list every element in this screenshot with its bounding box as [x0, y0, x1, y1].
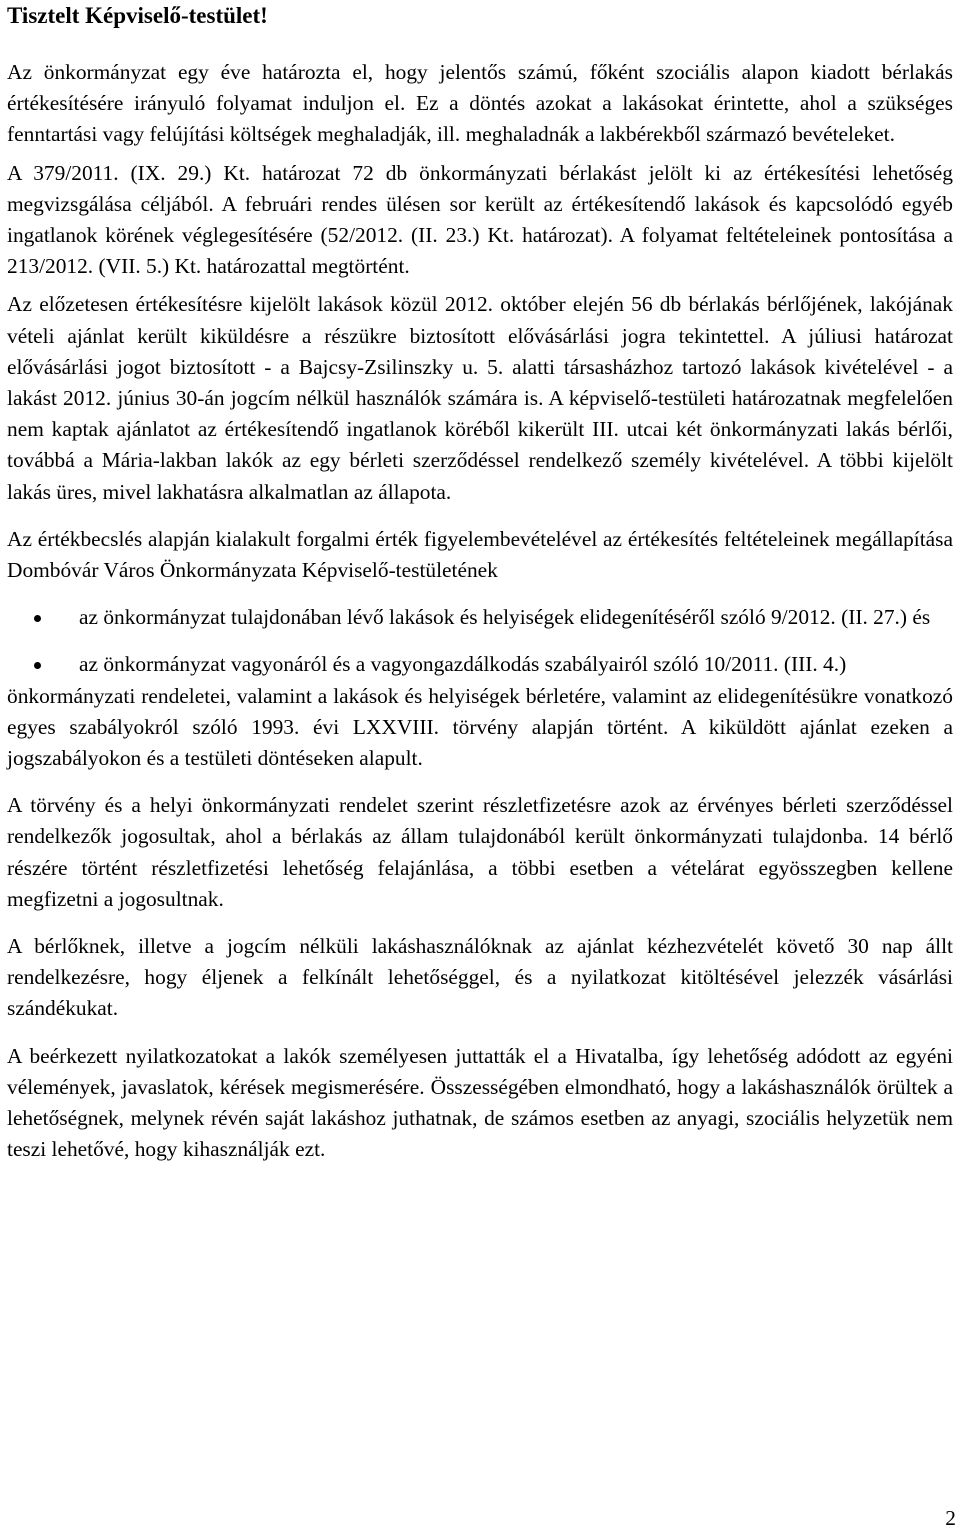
paragraph-offers: Az előzetesen értékesítésre kijelölt lakások közül 2012. október elején 56 db bérlakás bérlőjének, lakójának vételi ajánlat került kiküldésre a részükre biztosított elővásárlási jogra tekintettel. A júliusi határozat elővásárlási jogot biztosított - a Bajcsy-Zsilinszky u. 5. alatti társasházhoz tartozó lakások kivételével - a lakást 2012. június 30-án jogcím nélkül használók számára is. A képviselő-testületi határozatnak megfelelően nem kaptak ajánlatot az értékesítendő ingatlanok köréből kikerült III. utcai két önkormányzati lakás bérlői, továbbá a Mária-lakban lakók az egy bérleti szerződéssel rendelkező személy kivételével. A többi kijelölt lakás üres, mivel lakhatásra alkalmatlan az állapota. — [7, 292, 953, 504]
paragraph-resolutions: A 379/2011. (IX. 29.) Kt. határozat 72 db önkormányzati bérlakást jelölt ki az értékesítési lehetőség megvizsgálása céljából. A februári rendes ülésen sor került az értékesítendő lakások és kapcsolódó egyéb ingatlanok körének véglegesítésére (52/2012. (II. 23.) Kt. határozat). A folyamat feltételeinek pontosítása a 213/2012. (VII. 5.) Kt. határozattal megtörtént. — [7, 160, 953, 279]
regulation-list — [7, 602, 953, 680]
paragraph-legal-basis: önkormányzati rendeletei, valamint a lakások és helyiségek bérletére, valamint az elidegenítésükre vonatkozó egyes szabályokról szóló 1993. évi LXXVIII. törvény alapján történt. A kiküldött ajánlat ezeken a jogszabályokon és a testületi döntéseken alapult. — [7, 683, 953, 771]
list-item — [7, 602, 953, 633]
paragraph-intro: Az önkormányzat egy éve határozta el, hogy jelentős számú, főként szociális alapon kiadott bérlakás értékesítésére irányuló folyamat induljon el. Ez a döntés azokat a lakásokat érintette, ahol a szükséges fenntartási vagy felújítási költségek meghaladják, ill. meghaladnák a lakbérekből származó bevételeket. — [7, 60, 953, 147]
paragraph-valuation: Az értékbecslés alapján kialakult forgalmi érték figyelembevételével az értékesítés feltételeinek megállapítása Dombóvár Város Önkormányzata Képviselő-testületének — [7, 526, 953, 583]
paragraph-installments: A törvény és a helyi önkormányzati rendelet szerint részletfizetésre azok az érvényes bérleti szerződéssel rendelkezők jogosultak, ahol a bérlakás az állam tulajdonából került önkormányzati tulajdonba. 14 bérlő részére történt részletfizetési lehetőség felajánlása, a többi esetben a vételárat egyösszegben kellene megfizetni a jogosultnak. — [7, 793, 953, 911]
document-page — [7, 0, 953, 1166]
list-item-text: az önkormányzat vagyonáról és a vagyongazdálkodás szabályairól szóló 10/2011. (III. 4.) — [79, 652, 847, 677]
list-item-text: az önkormányzat tulajdonában lévő lakások és helyiségek elidegenítéséről szóló 9/2012. (II. 27.) és — [79, 605, 931, 630]
paragraph-deadline: A bérlőknek, illetve a jogcím nélküli lakáshasználóknak az ajánlat kézhezvételét követő 30 nap állt rendelkezésre, hogy éljenek a felkínált lehetőséggel, és a nyilatkozat kitöltésével jelezzék vásárlási szándékukat. — [7, 934, 953, 1021]
list-item — [7, 649, 953, 680]
paragraph-feedback: A beérkezett nyilatkozatokat a lakók személyesen juttatták el a Hivatalba, így lehetőség adódott az egyéni vélemények, javaslatok, kérések megismerésére. Összességében elmondható, hogy a lakáshasználók örültek a lehetőségnek, melynek révén saját lakáshoz juthatnak, de számos esetben az anyagi, szociális helyzetük nem teszi lehetővé, hogy kihasználják ezt. — [7, 1043, 953, 1162]
bullet-icon — [34, 662, 41, 669]
page-number: 2 — [945, 1506, 956, 1530]
bullet-icon — [34, 615, 41, 622]
greeting-heading: Tisztelt Képviselő-testület! — [7, 3, 268, 28]
